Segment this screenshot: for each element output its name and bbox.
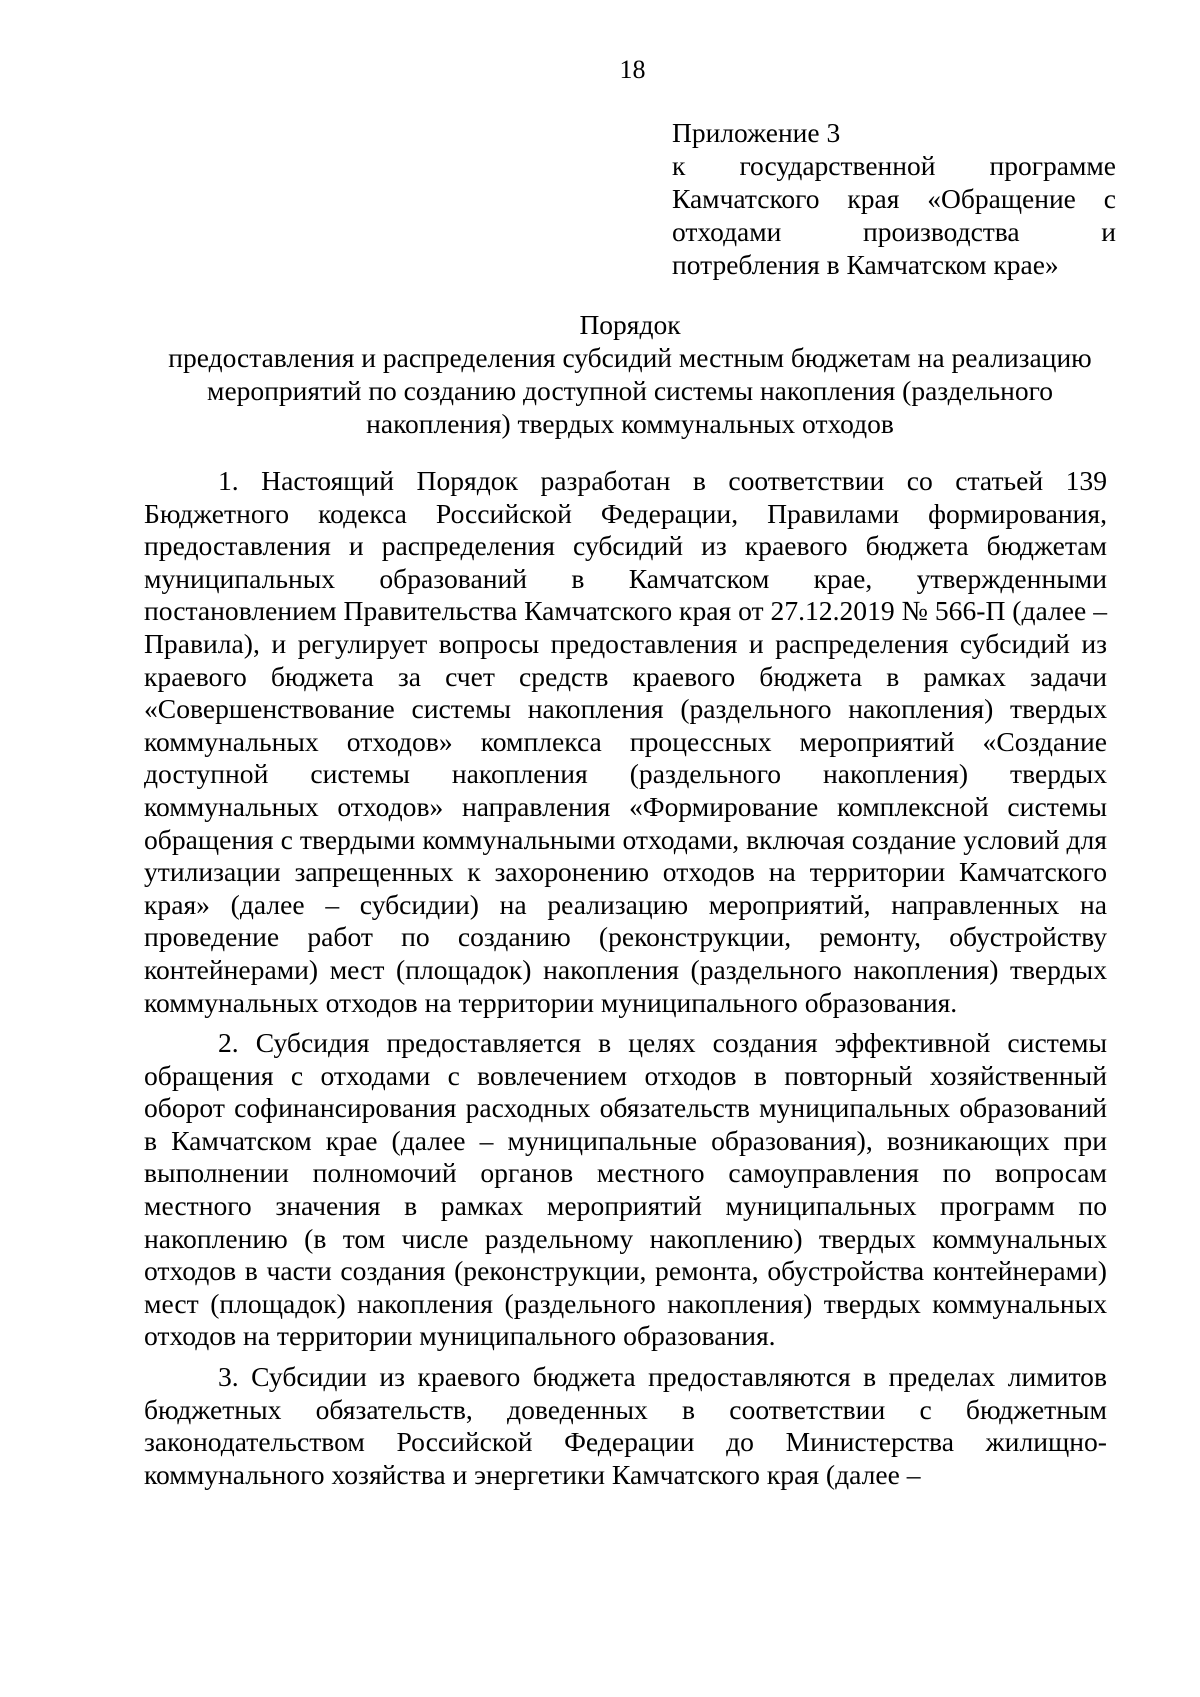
appendix-text: к государственной программе Камчатского края «Обращение с отходами производства и потребления в Камчатском крае» bbox=[672, 150, 1116, 280]
page-number: 18 bbox=[619, 55, 646, 84]
document-title bbox=[140, 308, 1120, 440]
paragraph-2: 2. Субсидия предоставляется в целях создания эффективной системы обращения с отходами с вовлечением отходов в повторный хозяйственный оборот софинансирования расходных обязательств муниципальных образований в Камчатском крае (далее – муниципальные образования), возникающих при выполнении полномочий органов местного самоуправления по вопросам местного значения в рамках мероприятий муниципальных программ по накоплению (в том числе раздельному накоплению) твердых коммунальных отходов в части создания (реконструкции, ремонта, обустройства контейнерами) мест (площадок) накопления (раздельного накопления) твердых коммунальных отходов на территории муниципального образования. bbox=[144, 1027, 1107, 1352]
paragraph-3: 3. Субсидии из краевого бюджета предоставляются в пределах лимитов бюджетных обязательств, доведенных в соответствии с бюджетным законодательством Российской Федерации до Министерства жилищно-коммунального хозяйства и энергетики Камчатского края (далее – bbox=[144, 1361, 1107, 1490]
paragraph-1: 1. Настоящий Порядок разработан в соответствии со статьей 139 Бюджетного кодекса Российской Федерации, Правилами формирования, предоставления и распределения субсидий из краевого бюджета бюджетам муниципальных образований в Камчатском крае, утвержденными постановлением Правительства Камчатского края от 27.12.2019 № 566-П (далее – Правила), и регулирует вопросы предоставления и распределения субсидий из краевого бюджета за счет средств краевого бюджета в рамках задачи «Совершенствование системы накопления (раздельного накопления) твердых коммунальных отходов» комплекса процессных мероприятий «Создание доступной системы накопления (раздельного накопления) твердых коммунальных отходов» направления «Формирование комплексной системы обращения с твердыми коммунальными отходами, включая создание условий для утилизации запрещенных к захоронению отходов на территории Камчатского края» (далее – субсидии) на реализацию мероприятий, направленных на проведение работ по созданию (реконструкции, ремонту, обустройству контейнерами) мест (площадок) накопления (раздельного накопления) твердых коммунальных отходов на территории муниципального образования. bbox=[144, 465, 1107, 1018]
title-heading: Порядок bbox=[579, 309, 681, 340]
title-subtitle: предоставления и распределения субсидий местным бюджетам на реализацию мероприятий по созданию доступной системы накопления (раздельного накопления) твердых коммунальных отходов bbox=[168, 342, 1092, 439]
appendix-block bbox=[672, 116, 1116, 281]
body-text bbox=[144, 465, 1107, 1491]
appendix-title: Приложение 3 bbox=[672, 117, 841, 148]
